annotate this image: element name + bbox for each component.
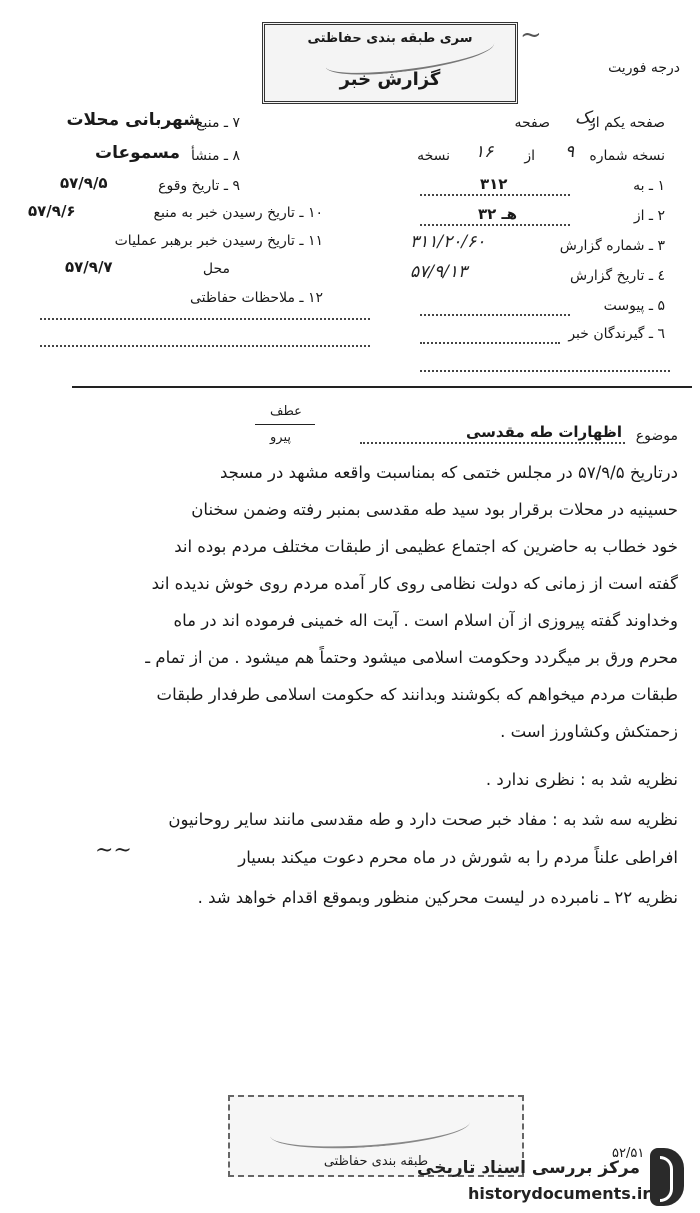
field-label-security-notes: ۱۲ ـ ملاحظات حفاظتی [190, 290, 323, 306]
dotted-line [420, 224, 570, 226]
field-value-received-at-source: ۵۷/۹/۶ [28, 202, 76, 220]
reference-atf: عطف [270, 404, 302, 419]
handwritten-scribble-icon: ~ [520, 20, 542, 50]
remark-line: نظریه سه شد به : مفاد خبر صحت دارد و طه مقدسی مانند سایر روحانیون [168, 810, 678, 829]
dotted-line [40, 345, 370, 347]
handwritten-signature-icon: ~~ [95, 838, 132, 863]
field-value-from: ۳۲ هـ [478, 205, 518, 223]
field-label-page: صفحه یکم از [588, 115, 665, 131]
field-value-occurrence-date: ۵۷/۹/۵ [60, 174, 108, 192]
field-value-origin: مسموعات [95, 143, 180, 163]
watermark-url: historydocuments.ir [468, 1184, 651, 1203]
field-label-source: ۷ ـ منبع [196, 115, 240, 131]
body-line: گفته است از زمانی که دولت نظامی روی کار آمده مردم روی خوش ندیده اند [151, 574, 678, 593]
page-number: ۵۲/۵۱ [612, 1146, 645, 1161]
watermark-title: مرکز بررسی اسناد تاریخی [417, 1158, 640, 1178]
archive-logo-icon [650, 1148, 684, 1206]
field-value-copy-number: ۹ [565, 142, 575, 162]
dotted-line [420, 194, 570, 196]
field-value-page: یک [575, 108, 595, 128]
field-label-occurrence-date: ۹ ـ تاریخ وقوع [158, 178, 240, 194]
field-value-copy-total: ۱۶ [475, 142, 494, 162]
priority-label: درجه فوریت [608, 60, 680, 76]
field-label-copy-number: نسخه شماره [589, 148, 665, 164]
classification-stamp-bottom-text: طبقه بندی حفاظتی [323, 1154, 429, 1169]
field-label-received-at-operations: ۱۱ ـ تاریخ رسیدن خبر برهبر عملیات [114, 233, 323, 249]
remark-line: افراطی علناً مردم را به شورش در ماه محرم دعوت میکند بسیار [238, 848, 678, 867]
remark-line: نظریه شد به : نظری ندارد . [485, 770, 678, 789]
subject-value: اظهارات طه مقدسی [466, 423, 622, 441]
body-line: وخداوند گفته پیروزی از آن اسلام است . آیت اله خمینی فرموده اند در ماه [173, 611, 678, 630]
field-label-attachment: ۵ ـ پیوست [603, 298, 665, 314]
dotted-line [40, 318, 370, 320]
body-line: زحمتکش وکشاورز است . [500, 722, 678, 741]
reference-divider [255, 424, 315, 425]
field-label-report-number: ۳ ـ شماره گزارش [559, 238, 665, 254]
body-line: طبقات مردم میخواهم که بکوشند وبدانند که حکومت اسلامی طرفدار طبقات [156, 685, 678, 704]
divider [72, 386, 692, 388]
field-value-report-date: ۵۷/۹/۱۳ [410, 262, 468, 282]
form-title: گزارش خبر [339, 69, 441, 90]
field-value-source: شهربانی محلات [66, 110, 200, 130]
remark-line: نظریه ۲۲ ـ نامبرده در لیست محرکین منظور وبموقع اقدام خواهد شد . [197, 888, 678, 907]
reference-peyro: پیرو [270, 430, 291, 445]
field-label-received-at-source: ۱۰ ـ تاریخ رسیدن خبر به منبع [153, 205, 323, 221]
field-label-location: محل [202, 261, 230, 277]
field-label-recipients: ٦ ـ گیرندگان خبر [568, 326, 665, 342]
body-line: خود خطاب به حاضرین که اجتماع عظیمی از طبقات مختلف مردم بوده اند [174, 537, 678, 556]
field-suffix-copy: نسخه [417, 148, 450, 164]
body-line: درتاریخ ۵۷/۹/۵ در مجلس ختمی که بمناسبت واقعه مشهد در مسجد [219, 463, 678, 482]
field-label-to: ۱ ـ به [633, 178, 665, 194]
dotted-line [420, 370, 670, 372]
handwritten-mark-icon [269, 1104, 471, 1154]
classification-stamp [262, 22, 518, 104]
dotted-line [420, 342, 560, 344]
subject-label: موضوع [635, 428, 678, 444]
field-label-report-date: ٤ ـ تاریخ گزارش [570, 268, 665, 284]
dotted-line [360, 442, 625, 444]
body-line: حسینیه در محلات برقرار بود سید طه مقدسی بمنبر رفته وضمن سخنان [191, 500, 678, 519]
field-mid-copy: از [524, 148, 535, 164]
body-line: محرم ورق بر میگردد وحکومت اسلامی میشود وحتماً هم میشود . من از تمام ـ [145, 648, 678, 667]
field-label-from: ۲ ـ از [633, 208, 665, 224]
field-value-received-at-operations: ۵۷/۹/۷ [65, 258, 113, 276]
dotted-line [420, 314, 570, 316]
field-label-origin: ۸ ـ منشأ [190, 148, 240, 164]
classification-stamp-text: سری طبقه بندی حفاظتی [307, 31, 473, 46]
field-value-report-number: ۳۱۱/۲۰/۶۰ [410, 232, 486, 252]
field-value-to: ۳۱۲ [480, 175, 508, 193]
field-suffix-page: صفحه [514, 115, 550, 131]
